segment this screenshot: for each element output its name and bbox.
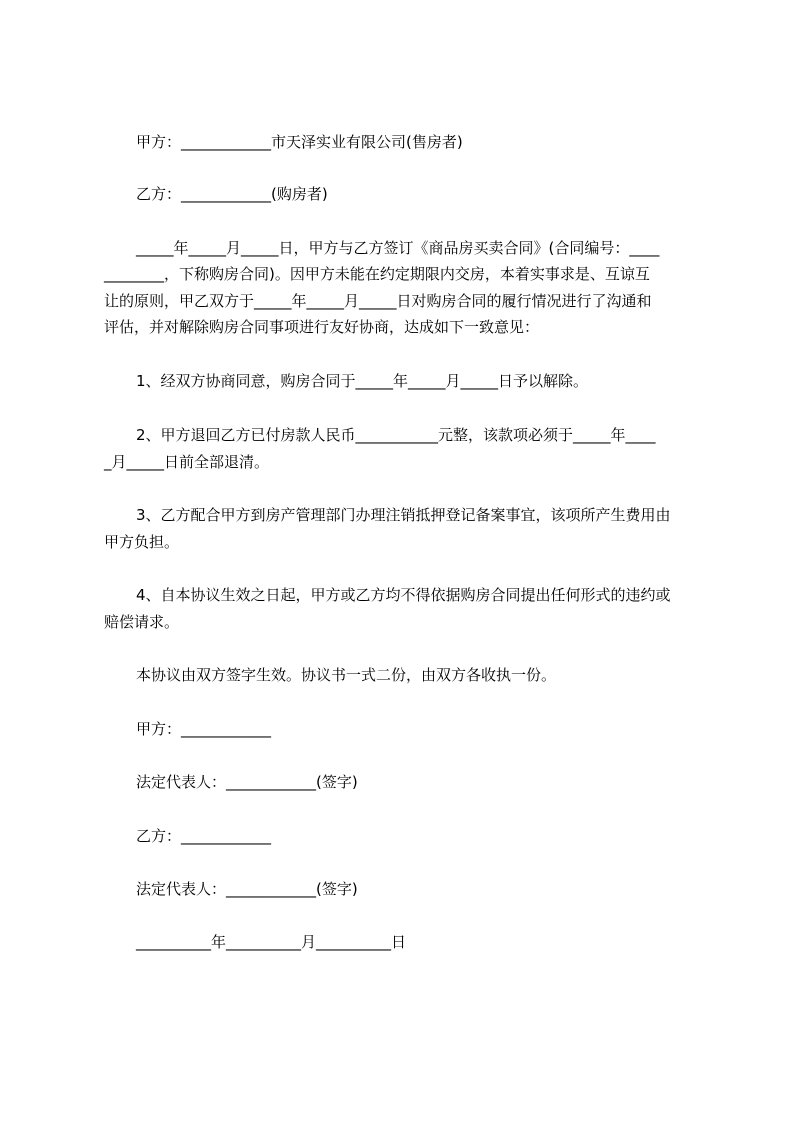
intro-line: 让的原则，甲乙双方于_____年_____月_____日对购房合同的履行情况进行了沟通和 — [104, 292, 652, 310]
intro-line: _____年_____月_____日，甲方与乙方签订《商品房买卖合同》(合同编号：____ — [136, 239, 660, 257]
clause-line: 甲方负担。 — [104, 533, 180, 551]
party-a-header: 甲方：____________市天泽实业有限公司(售房者) — [136, 133, 463, 151]
intro-line: ________，下称购房合同)。因甲方未能在约定期限内交房，本着实事求是、互谅互 — [104, 265, 650, 283]
signature-party-a: 甲方：____________ — [136, 720, 272, 738]
intro-line: 评估，并对解除购房合同事项进行友好协商，达成如下一致意见： — [104, 318, 540, 336]
clause-line: 4、自本协议生效之日起，甲方或乙方均不得依据购房合同提出任何形式的违约或 — [136, 586, 671, 604]
clause-line: 3、乙方配合甲方到房产管理部门办理注销抵押登记备案事宜，该项所产生费用由 — [136, 506, 671, 524]
date-line: __________年__________月__________日 — [136, 933, 407, 951]
effective-statement: 本协议由双方签字生效。协议书一式二份，由双方各收执一份。 — [136, 666, 557, 684]
clause-line: _月_____日前全部退清。 — [104, 453, 270, 471]
signature-rep-a: 法定代表人：____________(签字) — [136, 773, 358, 791]
party-b-header: 乙方：____________(购房者) — [136, 185, 328, 203]
clause-line: 2、甲方退回乙方已付房款人民币___________元整，该款项必须于_____年____ — [136, 426, 656, 444]
signature-party-b: 乙方：____________ — [136, 827, 272, 845]
clause-line: 赔偿请求。 — [104, 613, 180, 631]
signature-rep-b: 法定代表人：____________(签字) — [136, 880, 358, 898]
clause-line: 1、经双方协商同意，购房合同于_____年_____月_____日予以解除。 — [136, 372, 589, 390]
